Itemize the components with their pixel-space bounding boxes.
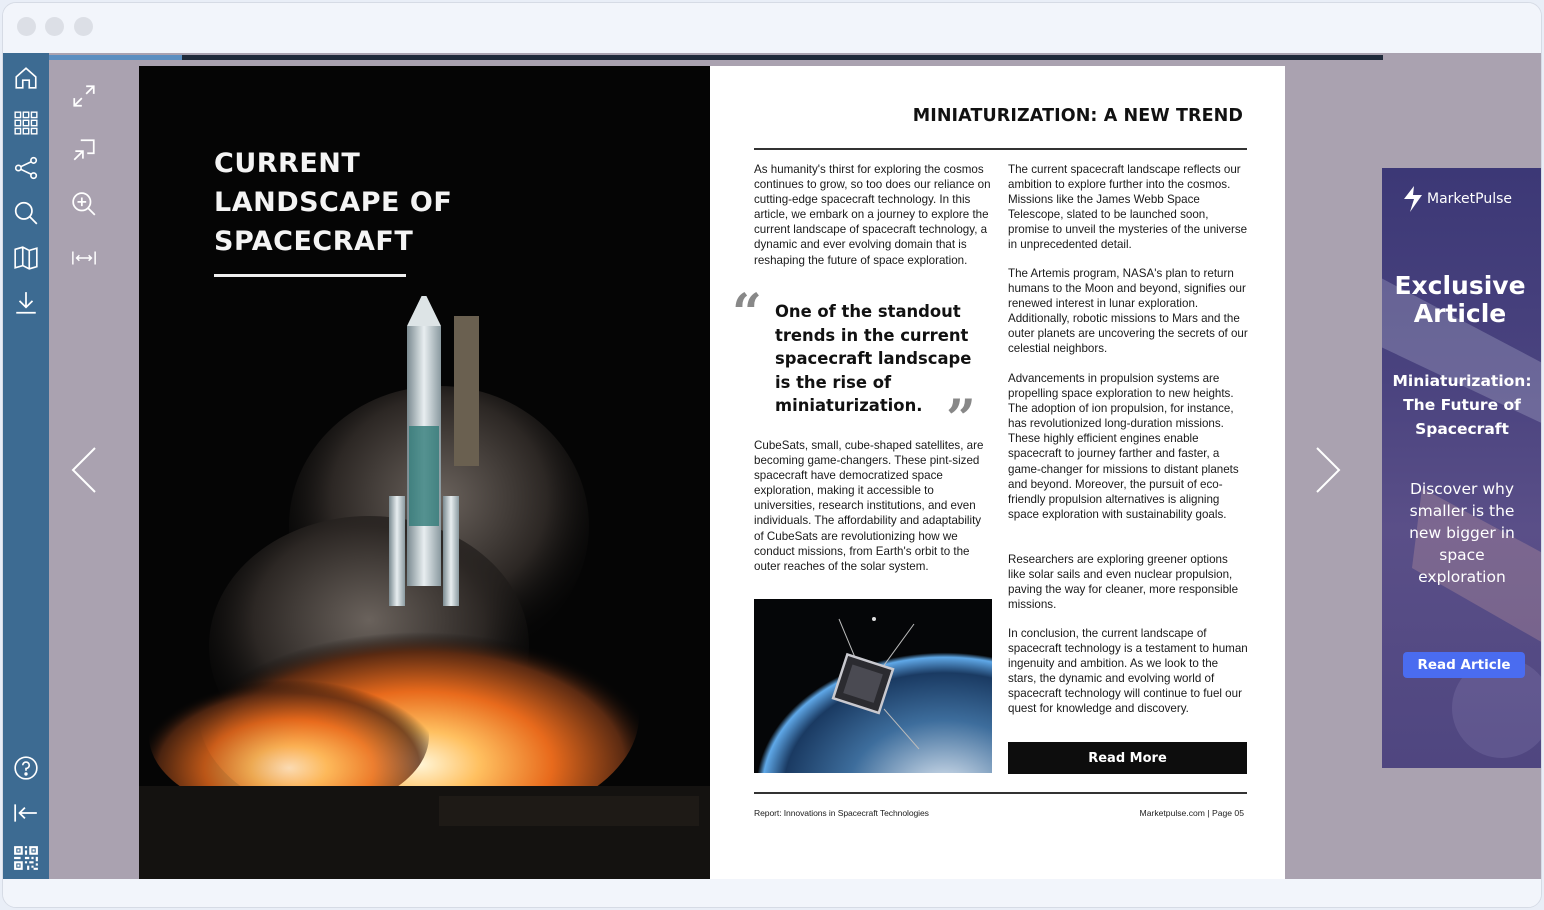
download-button[interactable] — [11, 288, 41, 318]
open-quote-icon: “ — [732, 283, 762, 344]
ad-banner[interactable] — [1382, 168, 1542, 768]
footer-report-title: Report: Innovations in Spacecraft Technologies — [754, 808, 929, 818]
left-title-underline — [214, 274, 406, 277]
home-button[interactable] — [11, 63, 41, 93]
thumbnails-button[interactable] — [11, 108, 41, 138]
bottom-bar — [3, 879, 1542, 908]
qr-code-icon — [13, 845, 39, 871]
rocket-launch-image — [139, 296, 710, 879]
table-of-contents-button[interactable] — [11, 243, 41, 273]
fullscreen-icon — [71, 83, 97, 109]
search-icon — [13, 200, 39, 226]
right-page — [710, 66, 1285, 879]
intro-paragraph: As humanity's thirst for exploring the cosmos continues to grow, so too does our reliance on cutting-edge spacecraft technology. In this article, we embark on a journey to explore the current landscape of spacecraft technology, a dynamic and ever evolving domain that is reshaping the future of space exploration. — [754, 163, 991, 267]
reading-progress-bar — [49, 55, 1383, 60]
search-button[interactable] — [11, 198, 41, 228]
ad-headline: Exclusive Article — [1394, 271, 1526, 328]
marketpulse-logo-icon — [1402, 186, 1424, 212]
reading-progress-fill — [49, 55, 182, 60]
window-minimize-button[interactable] — [45, 17, 64, 36]
cubesats-paragraph: CubeSats, small, cube-shaped satellites, are becoming game-changers. These pint-sized spacecraft have democratized space exploration, making it accessible to universities, research institutions, and even individuals. The affordability and adaptability of CubeSats are revolutionizing how we conduct missions, from Earth's orbit to the outer reaches of the solar system. — [754, 439, 984, 573]
qr-code-button[interactable] — [11, 843, 41, 873]
flipbook-reader — [3, 53, 1542, 879]
next-page-arrow-icon[interactable] — [1313, 445, 1343, 495]
fit-width-button[interactable] — [69, 243, 99, 273]
ad-brand-logo — [1402, 186, 1512, 212]
title-bar — [3, 3, 1541, 51]
previous-page-arrow-icon[interactable] — [69, 445, 99, 495]
conclusion-paragraph: In conclusion, the current landscape of spacecraft technology is a testament to human ingenuity and ambition. As we look to the stars, the dynamic and evolving world of spacecraft technology will continue to fuel our quest for knowledge and discovery. — [1008, 627, 1248, 716]
browser-window — [2, 2, 1542, 908]
share-button[interactable] — [11, 153, 41, 183]
home-icon — [13, 65, 39, 91]
cubesat-orbit-image — [754, 599, 992, 773]
read-article-button[interactable]: Read Article — [1403, 652, 1525, 678]
thumbnails-grid-icon — [13, 110, 39, 136]
zoom-in-button[interactable] — [69, 189, 99, 219]
exit-fullscreen-icon — [71, 137, 97, 163]
ad-subheadline: Miniaturization: The Future of Spacecraft — [1392, 372, 1532, 438]
article-title: MINIATURIZATION: A NEW TREND — [912, 106, 1243, 126]
sidebar — [3, 53, 49, 879]
window-close-button[interactable] — [17, 17, 36, 36]
ad-description: Discover why smaller is the new bigger in space exploration — [1409, 480, 1515, 586]
help-icon — [13, 755, 39, 781]
download-icon — [13, 290, 39, 316]
artemis-paragraph: The Artemis program, NASA's plan to return humans to the Moon and beyond, signifies our renewed interest in lunar exploration. Additionally, robotic missions to Mars and the outer planets are uncovering the secrets of our celestial neighbors. — [1008, 267, 1248, 356]
help-button[interactable] — [11, 753, 41, 783]
footer-divider — [754, 792, 1247, 794]
ad-brand-name: MarketPulse — [1427, 191, 1512, 207]
read-more-button[interactable]: Read More — [1008, 742, 1247, 774]
close-quote-icon: ” — [946, 389, 976, 450]
exit-fullscreen-button[interactable] — [69, 135, 99, 165]
table-of-contents-book-icon — [13, 245, 39, 271]
window-maximize-button[interactable] — [74, 17, 93, 36]
fullscreen-button[interactable] — [69, 81, 99, 111]
green-options-paragraph: Researchers are exploring greener options like solar sails and even nuclear propulsion, paving the way for cleaner, more responsible missions. — [1008, 553, 1239, 612]
left-page-title: CURRENT LANDSCAPE OF SPACECRAFT — [214, 148, 453, 257]
title-divider — [754, 148, 1247, 150]
share-icon — [13, 155, 39, 181]
collapse-sidebar-icon — [13, 800, 39, 826]
propulsion-paragraph: Advancements in propulsion systems are propelling space exploration to new heights. The adoption of ion propulsion, for instance, has revolutionized long-duration missions. These highly efficient engines enable spacecraft to journey farther and faster, a game-changer for missions to distant planets and beyond. Moreover, the pursuit of eco-friendly propulsion alternatives is aligning space exploration with sustainability goals. — [1008, 372, 1239, 521]
pull-quote: One of the standout trends in the current spacecraft landscape is the rise of miniaturization. — [775, 302, 972, 415]
landscape-paragraph: The current spacecraft landscape reflects our ambition to explore further into the cosmos. Missions like the James Webb Space Telescope, slated to be launched soon, promise to unveil the mysteries of the universe in unprecedented detail. — [1008, 163, 1248, 252]
fit-width-icon — [71, 245, 97, 271]
collapse-sidebar-button[interactable] — [11, 798, 41, 828]
footer-page-info: Marketpulse.com | Page 05 — [1139, 808, 1244, 818]
left-page — [139, 66, 710, 879]
zoom-in-icon — [71, 191, 97, 217]
